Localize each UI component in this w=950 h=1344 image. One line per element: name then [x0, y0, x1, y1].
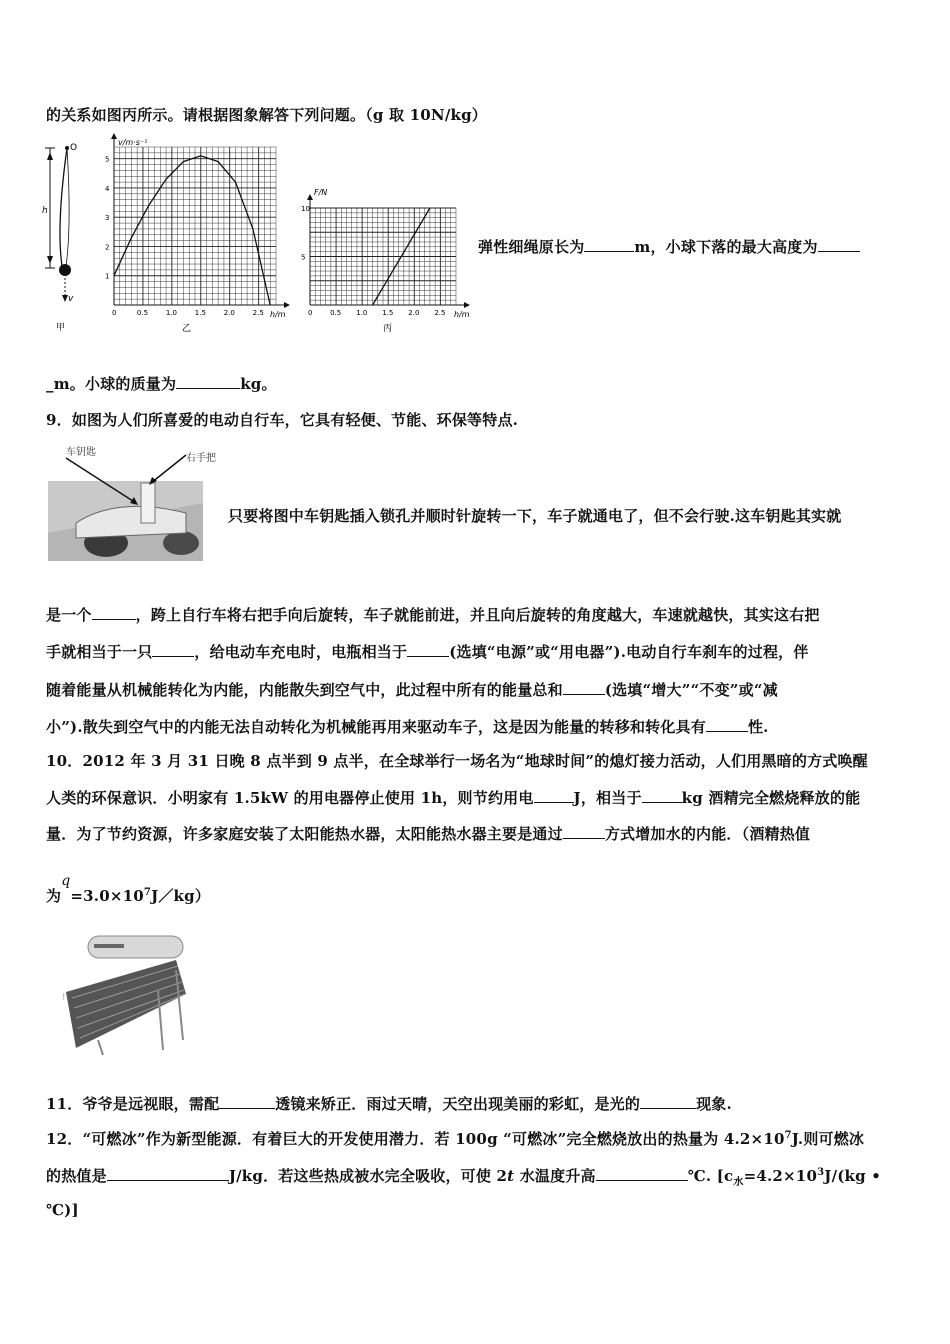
q10-line-2: 人类的环保意识．小明家有 1.5kW 的用电器停止使用 1h，则节约用电 J，相当于 kg 酒精完全燃烧释放的能 [46, 789, 861, 807]
blank-heat-value[interactable] [107, 1166, 229, 1181]
q9-line-1: 是一个 ，跨上自行车将右把手向后旋转，车子就能前进，并且向后旋转的角度越大，车速就越快，其实这右把 [46, 606, 820, 624]
bing-x-arrow [464, 302, 470, 308]
yi-data-line [114, 156, 270, 305]
bing-y-tick: 5 [301, 253, 306, 262]
bing-x-tick: 0.5 [330, 309, 342, 317]
blank-key-role[interactable] [92, 605, 136, 620]
intro-line: 的关系如图丙所示。请根据图象解答下列问题。（g 取 10N/kg） [46, 106, 487, 124]
bing-x-tick: 1.0 [356, 309, 368, 317]
bing-x-tick: 0 [308, 309, 313, 317]
bing-xlabel: h/m [454, 310, 470, 319]
q12-line-3: ℃)] [46, 1201, 79, 1219]
blank-lens-type[interactable] [219, 1094, 275, 1109]
bing-x-tick: 2.0 [408, 309, 420, 317]
yi-y-tick: 5 [105, 155, 110, 164]
blank-energy-total[interactable] [563, 680, 605, 695]
blank-light-phenomenon[interactable] [640, 1094, 696, 1109]
blank-cord-length[interactable] [584, 237, 634, 252]
bing-ylabel: F/N [314, 188, 328, 197]
yi-label: 乙 [182, 324, 192, 334]
yi-y-tick: 1 [105, 272, 110, 281]
bing-y-tick: 10 [301, 205, 310, 213]
yi-x-tick: 0.5 [136, 309, 149, 317]
yi-x-tick: 1.0 [165, 309, 177, 317]
yi-xlabel: h/m [270, 310, 286, 319]
q11-line: 11．爷爷是远视眼，需配 透镜来矫正．雨过天晴，天空出现美丽的彩虹，是光的 现象. [46, 1095, 732, 1113]
chart-yi [100, 135, 290, 335]
yi-ylabel: v/m·s⁻¹ [118, 138, 148, 147]
key-label: 车钥匙 [66, 447, 96, 458]
yi-x-tick: 0 [112, 309, 117, 317]
o-label: O [70, 143, 78, 153]
q10-line-4: 为$q=3.0\times 10^7J/kg$） [46, 873, 211, 905]
blank-directionality[interactable] [706, 717, 748, 732]
q8-side-text: 弹性细绳原长为 m，小球下落的最大高度为 [478, 236, 860, 257]
blank-battery-role[interactable] [407, 642, 449, 657]
q9-line-2: 手就相当于一只 ，给电动车充电时，电瓶相当于 (选填“电源”或“用电器”).电动自行车刹车的过程，伴 [46, 643, 809, 661]
figure-jia [40, 138, 90, 333]
q10-line-1: 10．2012 年 3 月 31 日晚 8 点半到 9 点半，在全球举行一场名为“地球时间”的熄灯接力活动，人们用黑暗的方式唤醒 [46, 752, 868, 770]
yi-y-arrow [111, 133, 117, 139]
chart-bing [298, 185, 478, 335]
blank-heat-method[interactable] [563, 824, 605, 839]
yi-x-tick: 2.0 [223, 309, 235, 317]
q8-continuation: _m。小球的质量为 kg。 [46, 375, 277, 393]
q9-line-4: 小”).散失到空气中的内能无法自动转化为机械能再用来驱动车子，这是因为能量的转移和转化具有 性. [46, 718, 769, 736]
q9-side-text: 只要将图中车钥匙插入锁孔并顺时针旋转一下，车子就通电了，但不会行驶.这车钥匙其实就 [228, 507, 842, 525]
yi-x-tick: 2.5 [252, 309, 264, 317]
blank-handle-role[interactable] [152, 642, 194, 657]
bing-y-arrow [307, 194, 313, 200]
q12-line-2: 的热值是 J/kg．若这些热成被水完全吸收，可使 2t 水温度升高 ℃. [$c_水=4.2\times 10^3J/(kg$ • [46, 1167, 882, 1188]
yi-x-arrow [284, 302, 290, 308]
yi-y-tick: 4 [105, 184, 110, 193]
bike-photo [46, 443, 216, 563]
q9-line-3: 随着能量从机械能转化为内能，内能散失到空气中，此过程中所有的能量总和 (选填“增大”“不变”或“减 [46, 681, 778, 699]
q9-title: 9．如图为人们所喜爱的电动自行车，它具有轻便、节能、环保等特点. [46, 411, 519, 429]
h-label: h [42, 206, 48, 216]
yi-x-tick: 1.5 [194, 309, 206, 317]
jia-label: 甲 [56, 323, 66, 333]
bing-label: 丙 [383, 324, 393, 334]
bing-x-tick: 1.5 [382, 309, 394, 317]
q10-line-3: 量．为了节约资源，许多家庭安装了太阳能热水器，太阳能热水器主要是通过 方式增加水的内能．（酒精热值 [46, 825, 811, 843]
handle-label: 右手把 [186, 453, 216, 464]
v-label: v [68, 294, 74, 304]
blank-max-height[interactable] [818, 237, 860, 252]
bing-x-tick: 2.5 [434, 309, 446, 317]
blank-temp-rise[interactable] [596, 1166, 688, 1181]
blank-alcohol-mass[interactable] [642, 788, 682, 803]
solar-heater-image [58, 930, 193, 1060]
blank-energy-saved[interactable] [534, 788, 574, 803]
elastic-cord [60, 148, 67, 266]
yi-y-tick: 2 [105, 243, 110, 252]
blank-ball-mass[interactable] [176, 374, 240, 389]
ball [59, 264, 71, 276]
q12-line-1: 12．“可燃冰”作为新型能源．有着巨大的开发使用潜力．若 100g “可燃冰”完全燃烧放出的热量为 $4.2\times 10^7J$.则可燃冰 [46, 1130, 865, 1148]
yi-y-tick: 3 [105, 214, 110, 223]
heater-watermark: f [62, 993, 66, 1003]
